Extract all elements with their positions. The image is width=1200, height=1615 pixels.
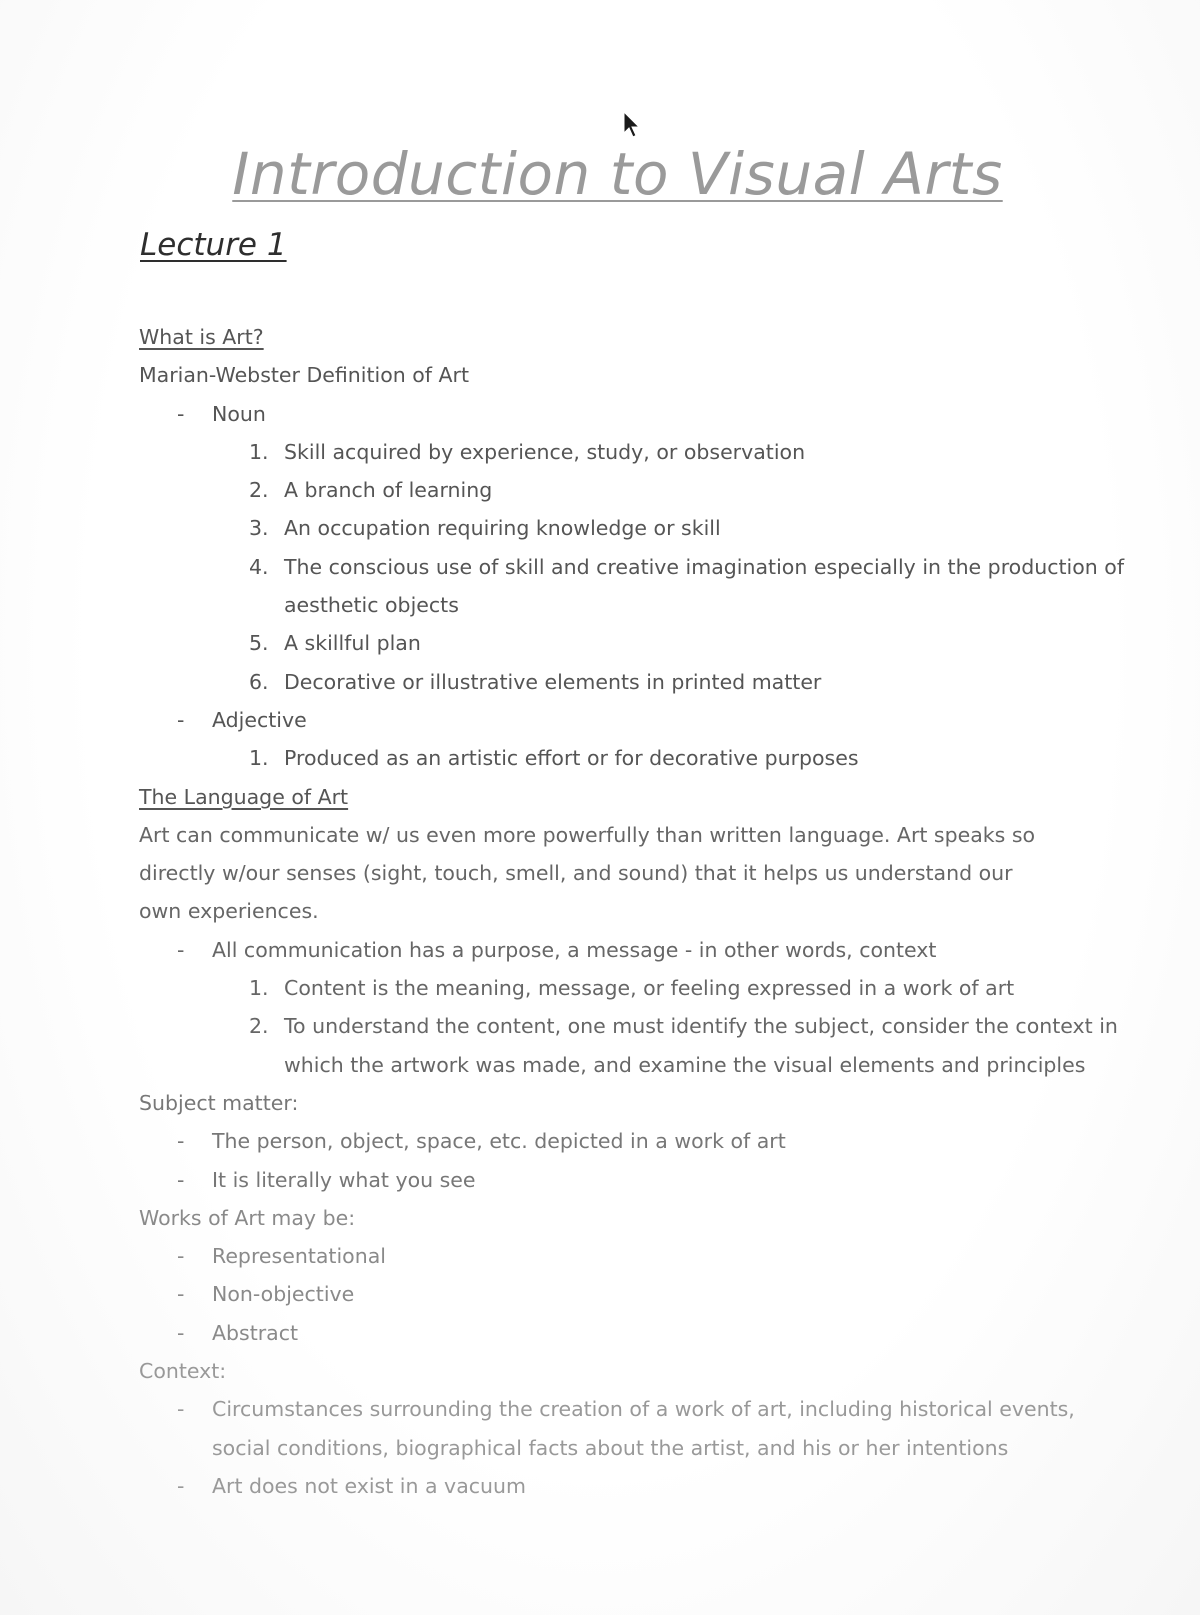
list-item: - Representational	[177, 1244, 386, 1269]
notes-body	[139, 318, 1125, 1505]
list-item: 2. To understand the content, one must identify the subject, consider the context in which the artwork was made, and examine the visual elements and principles	[249, 1014, 1118, 1077]
list-item: 1. Skill acquired by experience, study, or observation	[249, 439, 806, 464]
list-item: 4. The conscious use of skill and creative imagination especially in the production of aesthetic objects	[249, 554, 1125, 618]
lecture-heading: Lecture 1	[140, 227, 287, 263]
list-item: - Noun	[177, 401, 266, 426]
list-item: 1. Content is the meaning, message, or feeling expressed in a work of art	[249, 976, 1015, 1001]
list-item: 2. A branch of learning	[249, 478, 493, 503]
section-heading-language-of-art: The Language of Art	[139, 784, 349, 809]
subject-matter-label: Subject matter:	[139, 1090, 299, 1115]
list-item: - The person, object, space, etc. depicted in a work of art	[177, 1129, 786, 1154]
list-item: - Abstract	[177, 1320, 299, 1345]
mouse-pointer-icon	[623, 111, 641, 139]
section-heading-what-is-art: What is Art?	[139, 325, 264, 349]
list-item: - It is literally what you see	[177, 1167, 476, 1192]
list-item: 6. Decorative or illustrative elements in printed matter	[249, 669, 822, 694]
list-item: - Art does not exist in a vacuum	[177, 1473, 526, 1498]
list-item: 3. An occupation requiring knowledge or skill	[249, 516, 721, 541]
list-item: - Adjective	[177, 707, 307, 732]
works-of-art-label: Works of Art may be:	[139, 1205, 356, 1230]
list-item: - Non-objective	[177, 1282, 355, 1307]
document-title: Introduction to Visual Arts	[232, 140, 1003, 208]
paragraph: Art can communicate w/ us even more powerfully than written language. Art speaks so directly w/our senses (sight, touch, smell, and sound) that it helps us understand our own experiences.	[139, 822, 1036, 924]
list-item: 1. Produced as an artistic effort or for decorative purposes	[249, 746, 859, 771]
list-item: - All communication has a purpose, a message - in other words, context	[177, 937, 937, 962]
context-label: Context:	[139, 1359, 227, 1384]
list-item: - Circumstances surrounding the creation of a work of art, including historical events, social conditions, biographical facts about the artist, and his or her intentions	[177, 1397, 1075, 1460]
definition-label: Marian-Webster Definition of Art	[139, 363, 470, 388]
list-item: 5. A skillful plan	[249, 631, 421, 656]
